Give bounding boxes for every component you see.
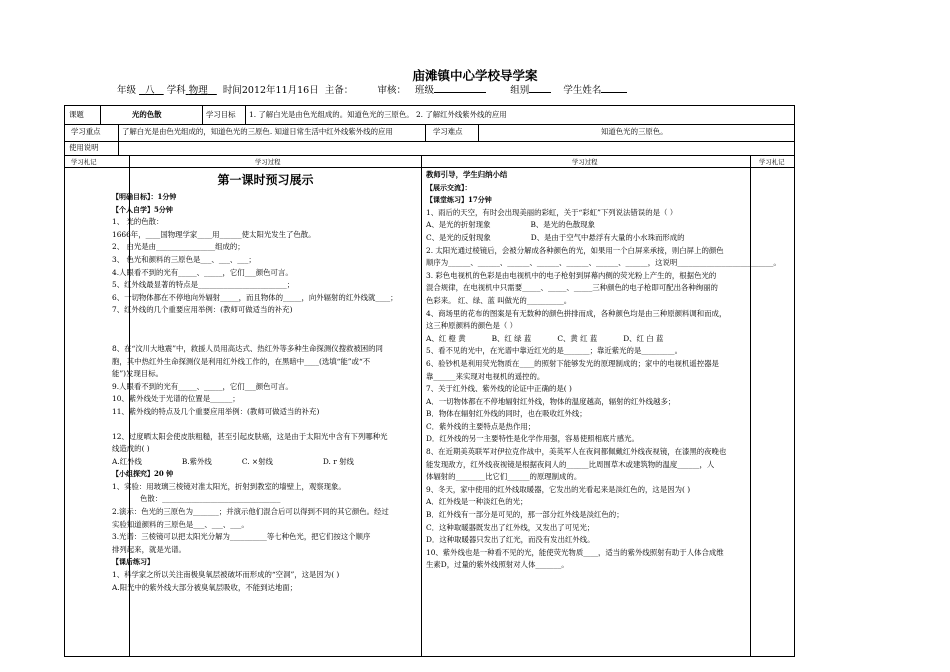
q5: 5、红外线最显著的特点是________________________；: [112, 280, 295, 290]
q8a: 8、在“汶川大地震”中，救援人员用高达式、热红外等多种生命探测仪搜救被困的同: [112, 343, 383, 353]
info-line: [117, 82, 627, 96]
section-goal: 【明确目标】：1分钟: [112, 192, 177, 201]
right-column: [426, 169, 781, 572]
name-label: 学生姓名: [563, 85, 602, 96]
r3b: 混合规律，在电视机中只需要_____、_____、_____三种颜色的电子枪即可配出各种绚丽的: [426, 283, 718, 293]
r9D: D．这种取暖器只发出了红光，而没有发出红外线。: [426, 535, 595, 545]
section-show: 【展示交流】：: [426, 182, 472, 192]
r3a: 3. 彩色电视机的色彩是由电视机中的电子枪射到屏幕内侧的荧光粉上产生的，根据色光的: [426, 270, 717, 280]
q9: 9.人眼看不到的光有_____、_____，它们___颜色可言。: [112, 381, 293, 391]
q12a: 12、过度晒太阳会使皮肤粗糙，甚至引起皮肤癌，这是由于太阳光中含有下列哪种光: [112, 431, 388, 441]
r9: 9、冬天，家中使用的红外线取暖器，它发出的光看起来是淡红色的，这是因为( ): [426, 484, 691, 494]
h1a: A.阳光中的紫外线大部分被臭氧层吸收，不能到达地面；: [112, 582, 298, 592]
usage-label: 使用说明: [69, 143, 99, 152]
r9C: C．这种取暖器既发出了红外线，又发出了可见光；: [426, 522, 595, 532]
q4: 4.人眼看不到的光有_____、_____，它们___颜色可言。: [112, 267, 293, 277]
q12-options: A.红外线 B.紫外线 C. ×射线 D. r 射线: [112, 456, 354, 466]
q3: 3、 色光和颜料的三原色是___、___、___；: [112, 254, 256, 264]
process-label-left: 学习过程: [255, 158, 281, 166]
q1b: 1666年，____国物理学家____用______使太阳光发生了色散。: [112, 229, 316, 239]
name-blank[interactable]: [601, 83, 627, 93]
grade-value: 八: [145, 85, 155, 96]
r9B: B．红外线有一部分是可见的，那一部分红外线是淡红色的；: [426, 510, 624, 520]
goal-value: 1. 了解白光是由色光组成的。知道色光的三原色。 2. 了解红外线紫外线的应用: [249, 110, 507, 119]
section-class-practice: 【课堂练习】17分钟: [426, 195, 492, 205]
section-self-study: 【个人自学】5分钟: [112, 204, 173, 214]
q1: 1、 光的色散：: [112, 217, 164, 227]
g1: 1、实验：用玻璃三棱镜对准太阳光，折射到教室的墙壁上，观察现象。: [112, 481, 346, 491]
notes-label-right: 学习札记: [759, 158, 785, 166]
group-label: 组别: [510, 85, 530, 96]
topic-value: 光的色散: [132, 110, 162, 119]
r3c: 色彩来。 红、绿、蓝 叫做光的__________。: [426, 295, 572, 305]
section-after-class: 【课后练习】: [112, 557, 154, 567]
r8a: 8、在近期美英联军对伊拉克作战中，美英军人在夜间都佩戴红外线夜视镜，在漆黑的夜晚也: [426, 447, 727, 457]
r7C: C．紫外线的主要特点是热作用；: [426, 421, 536, 431]
q7-space: [112, 317, 419, 343]
r7D: D．红外线的另一主要特性是化学作用强，容易使照相底片感光。: [426, 434, 639, 444]
host-label: 主备：: [324, 85, 354, 96]
q8b: 胞，其中热红外生命探测仪是利用红外线工作的，在黑暗中____(选填“能”或“不: [112, 356, 371, 366]
r1-ab: A、是光的折射现象 B、是光的色散现象: [426, 220, 596, 230]
section-group: 【小组探究】20 钟: [112, 469, 174, 479]
subject-label: 学科: [166, 85, 186, 96]
page-title: 庙滩镇中心学校导学案: [412, 68, 538, 83]
r6a: 6、验钞机是利用荧光物质在____的照射下能够发光的原理制成的；家中的电视机遥控器是: [426, 358, 719, 368]
q2: 2、 白光是由________________组成的；: [112, 242, 245, 252]
q6: 6、一切物体都在不停地向外辐射_____，而且物体的_____，向外辐射的红外线就____；: [112, 292, 398, 302]
r2b: 顺序为______、______、______、______、______、______、______，这说明__________________________。: [426, 258, 781, 268]
r2a: 2. 太阳光通过棱镜后，会被分解成各种颜色的光，如果用一个白屏来承接，则白屏上的颜色: [426, 245, 724, 255]
right-heading: 教师引导，学生归纳小结: [426, 170, 508, 179]
difficult-value: 知道色光的三原色。: [601, 127, 668, 136]
left-column: [112, 169, 419, 594]
review-label: 审核：: [377, 85, 406, 96]
r6b: 靠______来实现对电视机的遥控的。: [426, 371, 545, 381]
subject-value: 物理: [188, 85, 208, 96]
time-text: 时间2012年11月16日: [222, 85, 319, 96]
topic-label: 课题: [69, 110, 84, 119]
difficult-label: 学习难点: [433, 127, 463, 136]
q7: 7、红外线的几个重要应用举例：(教师可做适当的补充): [112, 305, 293, 315]
r8b: 能发现敌方，红外线夜视镜是根据夜间人的______比周围草木或建筑物的温度______，人: [426, 459, 715, 469]
r5: 5、看不见的光中，在光谱中靠近红光的是_______；靠近紫光的是_________。: [426, 346, 682, 356]
r1-cd: C、是光的反射现象 D、是由于空气中悬浮有大量的小水珠而形成的: [426, 232, 685, 242]
grade-label: 年级: [117, 85, 137, 96]
class-label: 班级: [415, 85, 435, 96]
g3a: 3.光谱：三棱镜可以把太阳光分解为__________等七种色光，把它们按这个顺序: [112, 532, 371, 542]
r7B: B．物体在辐射红外线的同时，也在吸收红外线；: [426, 409, 587, 419]
r7A: A．一切物体都在不停地辐射红外线，物体的温度越高，辐射的红外线越多；: [426, 396, 676, 406]
q8c: 能”)发现目标。: [112, 369, 164, 379]
key-label: 学习重点: [71, 127, 101, 136]
notes-label-left: 学习札记: [71, 158, 97, 166]
g1b: 色散：________________________________: [140, 494, 281, 504]
goal-label: 学习目标: [206, 110, 236, 119]
r8c: 体辐射的________比它们______的原理制成的。: [426, 472, 582, 482]
r7: 7、关于红外线、紫外线的论证中正确的是( ): [426, 384, 572, 394]
g3b: 排列起来，就是光谱。: [112, 544, 186, 554]
r4a: 4、商场里的花布的图案是有无数种的颜色拼排而成，各种颜色均是由三种原颜料调和而成，: [426, 308, 727, 318]
r9A: A．红外线是一种淡红色的光；: [426, 497, 528, 507]
r10a: 10、紫外线也是一种看不见的光，能使荧光物质____，适当的紫外线照射有助于人体合成维: [426, 547, 724, 557]
g2b: 实验知道颜料的三原色是___、___、___。: [112, 519, 249, 529]
g2a: 2.演示：色光的三原色为_______；并演示他们混合后可以得到不同的其它颜色。经过: [112, 507, 389, 517]
r1: 1、雨后的天空，有时会出现美丽的彩虹，关于“彩虹”下列说法错误的是（ ）: [426, 207, 678, 217]
r4b: 这三种原颜料的颜色是（ ）: [426, 321, 518, 331]
q11: 11、紫外线的特点及几个重要应用举例：(教师可做适当的补充): [112, 406, 320, 416]
q12b: 线造成的( ): [112, 444, 150, 454]
process-label-right: 学习过程: [572, 158, 598, 166]
q10: 10、紫外线处于光谱的位置是______；: [112, 394, 240, 404]
q11-space: [112, 419, 419, 431]
r4-options: A、红 橙 黄 B、红 绿 蓝 C、黄 红 蓝 D、红 白 蓝: [426, 333, 664, 343]
class-blank[interactable]: [434, 83, 486, 93]
left-heading: 第一课时预习展示: [217, 173, 314, 187]
worksheet-table: [64, 105, 795, 657]
r10b: 生素D，过量的紫外线照射对人体_______。: [426, 560, 569, 570]
h1: 1、科学家之所以关注南极臭氧层被破坏而形成的“空洞”，这是因为( ): [112, 570, 340, 580]
group-blank[interactable]: [529, 83, 551, 93]
key-value: 了解白光是由色光组成的，知道色光的三原色. 知道日常生活中红外线紫外线的应用: [122, 127, 393, 136]
